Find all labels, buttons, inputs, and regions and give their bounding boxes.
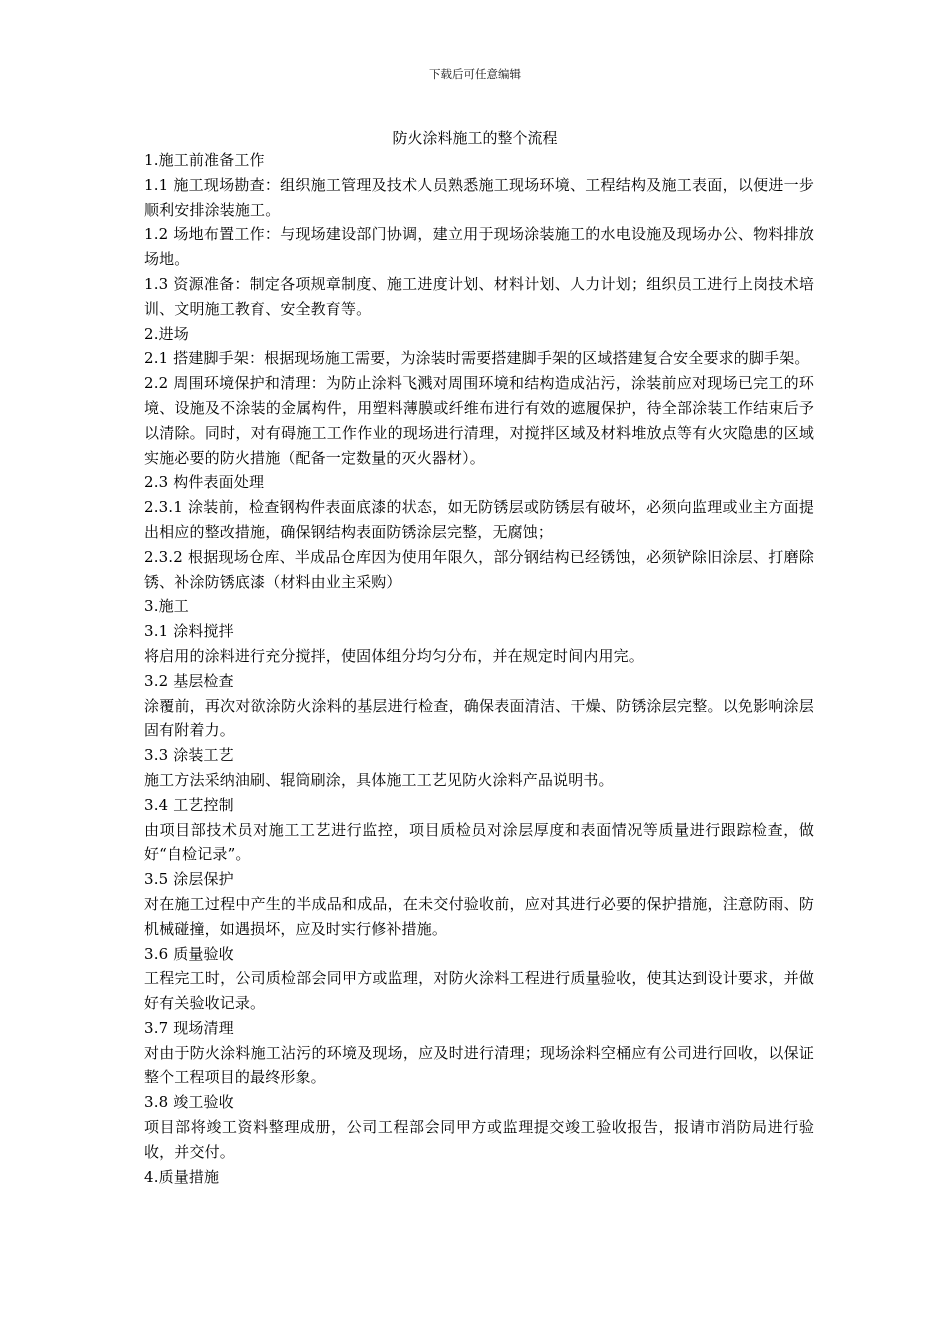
paragraph-3-5: 对在施工过程中产生的半成品和成品，在未交付验收前，应对其进行必要的保护措施，注意防雨、防机械碰撞，如遇损坏，应及时实行修补措施。 bbox=[144, 894, 814, 938]
heading-3-4: 3.4 工艺控制 bbox=[144, 795, 234, 814]
heading-3-8: 3.8 竣工验收 bbox=[144, 1093, 234, 1112]
document-title: 防火涂料施工的整个流程 bbox=[392, 129, 558, 147]
document-body bbox=[144, 148, 814, 1189]
paragraph-3-7: 对由于防火涂料施工沾污的环境及现场，应及时进行清理；现场涂料空桶应有公司进行回收，以保证整个工程项目的最终形象。 bbox=[144, 1043, 814, 1087]
heading-2: 2.进场 bbox=[144, 324, 189, 343]
page-header: 下载后可任意编辑 bbox=[429, 67, 521, 81]
paragraph-3-3: 施工方法采纳油刷、辊筒刷涂，具体施工工艺见防火涂料产品说明书。 bbox=[144, 770, 614, 789]
paragraph-2-3-1: 2.3.1 涂装前，检查钢构件表面底漆的状态，如无防锈层或防锈层有破坏，必须向监理或业主方面提出相应的整改措施，确保钢结构表面防锈涂层完整，无腐蚀； bbox=[144, 498, 814, 541]
paragraph-3-4: 由项目部技术员对施工工艺进行监控，项目质检员对涂层厚度和表面情况等质量进行跟踪检查，做好“自检记录”。 bbox=[144, 820, 814, 864]
paragraph-3-6: 工程完工时，公司质检部会同甲方或监理，对防火涂料工程进行质量验收，使其达到设计要求，并做好有关验收记录。 bbox=[144, 969, 814, 1013]
heading-3-6: 3.6 质量验收 bbox=[144, 944, 234, 963]
paragraph-3-8: 项目部将竣工资料整理成册，公司工程部会同甲方或监理提交竣工验收报告，报请市消防局进行验收，并交付。 bbox=[144, 1118, 814, 1161]
paragraph-2-1: 2.1 搭建脚手架：根据现场施工需要，为涂装时需要搭建脚手架的区域搭建复合安全要求的脚手架。 bbox=[144, 349, 810, 368]
heading-3-1: 3.1 涂料搅拌 bbox=[144, 622, 234, 641]
heading-3: 3.施工 bbox=[144, 597, 189, 616]
heading-2-3: 2.3 构件表面处理 bbox=[144, 473, 265, 492]
heading-4: 4.质量措施 bbox=[144, 1167, 220, 1186]
paragraph-1-1: 1.1 施工现场勘查：组织施工管理及技术人员熟悉施工现场环境、工程结构及施工表面，以便进一步顺利安排涂装施工。 bbox=[144, 175, 814, 219]
heading-3-3: 3.3 涂装工艺 bbox=[144, 746, 234, 765]
heading-3-5: 3.5 涂层保护 bbox=[144, 870, 234, 889]
paragraph-1-2: 1.2 场地布置工作：与现场建设部门协调，建立用于现场涂装施工的水电设施及现场办公、物料排放场地。 bbox=[144, 225, 814, 269]
paragraph-3-2: 涂覆前，再次对欲涂防火涂料的基层进行检查，确保表面清洁、干燥、防锈涂层完整。以免影响涂层固有附着力。 bbox=[144, 696, 814, 740]
paragraph-2-3-2: 2.3.2 根据现场仓库、半成品仓库因为使用年限久，部分钢结构已经锈蚀，必须铲除旧涂层、打磨除锈、补涂防锈底漆（材料由业主采购） bbox=[144, 547, 814, 591]
paragraph-3-1: 将启用的涂料进行充分搅拌，使固体组分均匀分布，并在规定时间内用完。 bbox=[144, 646, 644, 665]
heading-1: 1.施工前准备工作 bbox=[144, 151, 265, 169]
heading-3-7: 3.7 现场清理 bbox=[144, 1018, 234, 1037]
paragraph-1-3: 1.3 资源准备：制定各项规章制度、施工进度计划、材料计划、人力计划；组织员工进行上岗技术培训、文明施工教育、安全教育等。 bbox=[144, 274, 814, 318]
paragraph-2-2: 2.2 周围环境保护和清理：为防止涂料飞溅对周围环境和结构造成沾污，涂装前应对现场已完工的环境、设施及不涂装的金属构件，用塑料薄膜或纤维布进行有效的遮履保护，待全部涂装工作结束后予以清除。同时，对有碍施工工作作业的现场进行清理，对搅拌区域及材料堆放点等有火灾隐患的区域实施必要的防火措施（配备一定数量的灭火器材）。 bbox=[144, 374, 814, 467]
heading-3-2: 3.2 基层检查 bbox=[144, 671, 234, 690]
